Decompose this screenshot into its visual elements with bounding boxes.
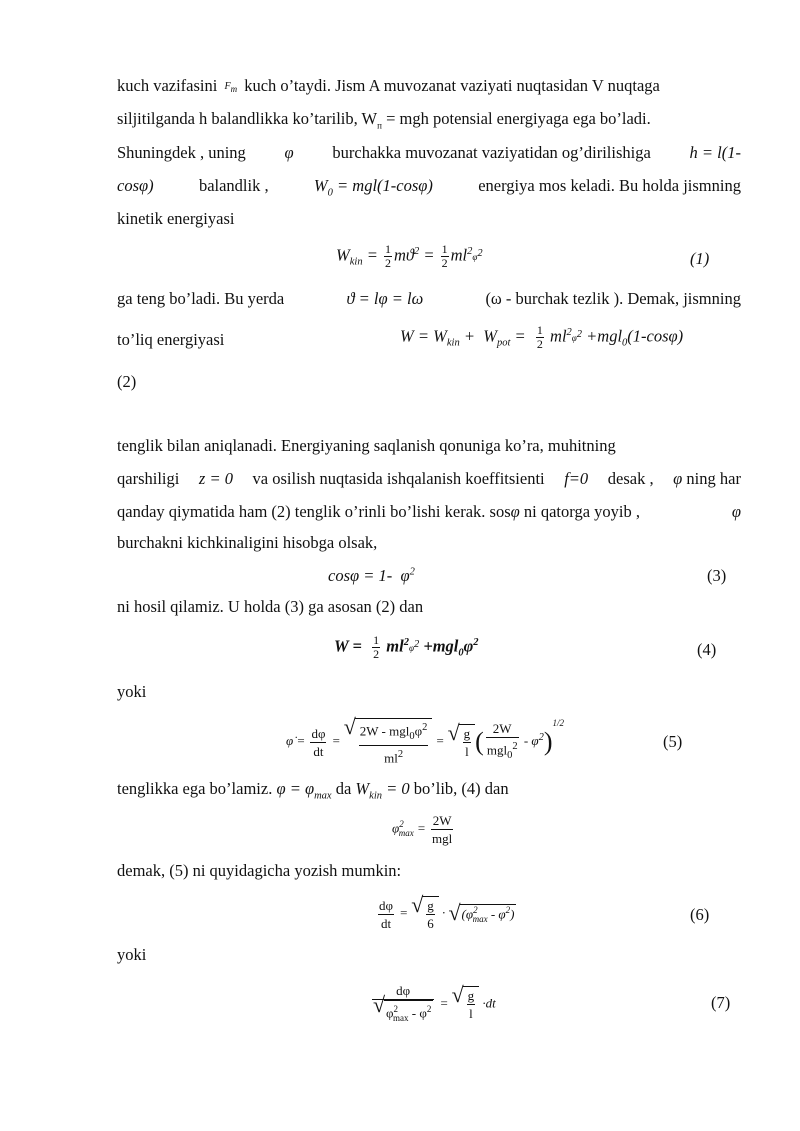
- text: burchakka muvozanat vaziyatidan og’dirilishiga: [332, 143, 651, 162]
- equation-4-number: (4): [697, 640, 717, 659]
- para3-line2: qarshiligi z = 0 va osilish nuqtasida ishqalanish koeffitsienti f=0 desak , φ ning har: [117, 469, 741, 488]
- text: desak ,: [607, 469, 654, 488]
- para2-line1: [117, 289, 741, 309]
- equation-2: $W = W_{kin} + W_{pot}$ = $\frac{1}{2}$ $ml^2\varphi̇^2 +mgl_0(1-\cos\varphi)$: [400, 323, 684, 351]
- text: Shuningdek , uning: [117, 143, 246, 162]
- text: (ω - burchak tezlik ). Demak, jismning: [485, 289, 741, 308]
- text: W: [313, 176, 328, 195]
- text: = mgh potensial energiyaga ega bo’ladi.: [381, 109, 651, 128]
- text: tenglikka ega bo’lamiz.: [117, 779, 273, 798]
- equation-6-number: (6): [690, 905, 710, 924]
- text: ga teng bo’ladi. Bu yerda: [117, 289, 285, 308]
- equation-phimax: $\varphi^2_{max}$ = $\frac{2W}{\text{mgl}}$: [392, 813, 453, 846]
- force-symbol: $F_т$: [224, 80, 238, 94]
- text: kin: [349, 256, 363, 268]
- equation-7: dφ √ $\varphi^2_{max} - \varphi^2$ = √ $\frac{g}{l}$ ·dt: [370, 982, 496, 1027]
- text: balandlik ,: [198, 176, 269, 195]
- text: ni qatorga yoyib ,: [523, 502, 640, 521]
- text: va osilish nuqtasida ishqalanish koeffitsienti: [252, 469, 545, 488]
- para3-line3: qanday qiymatida ham (2) tenglik o’rinli bo’lishi kerak. sosφ ni qatorga yoyib , φ: [117, 502, 741, 521]
- text: = mgl(1-cosφ): [332, 176, 433, 195]
- para2-line2: to’liq energiyasi: [117, 330, 225, 349]
- text: cosφ): [117, 176, 154, 195]
- equation-5: φ̇ = $\frac{d\varphi}{dt}$ = √ $\frac{2W - mgl_0\varphi^2}{ml^2}$ = √ $\frac{g}{l}$ ( $\frac{2W}{mgl_0^2}$ - $\varphi^2)^{1/2}$: [286, 718, 564, 766]
- text: qanday qiymatida ham (2) tenglik o’rinli bo’lishi kerak. sos: [117, 502, 511, 521]
- yoki-1: yoki: [117, 682, 147, 701]
- text: ning har: [686, 469, 741, 488]
- text: bo’lib, (4) dan: [413, 779, 509, 798]
- text: qarshiligi: [117, 469, 180, 488]
- para1-line4: cosφ) balandlik , $W_0 = mgl(1-\cos\varphi)$ energiya mos keladi. Bu holda jismning: [117, 176, 741, 199]
- para4: ni hosil qilamiz. U holda (3) ga asosan (2) dan: [117, 597, 424, 616]
- text: energiya mos keladi. Bu holda jismning: [478, 176, 741, 195]
- text: z = 0: [198, 469, 233, 488]
- equation-4: W = $\frac{1}{2}$ $ml^2\varphi̇^2 +mgl_0\varphi^2$: [334, 633, 479, 661]
- phi-symbol: φ: [284, 143, 294, 162]
- text: W: [336, 245, 350, 265]
- equation-2-number: (2): [117, 372, 137, 391]
- para1-line1: [117, 76, 660, 96]
- equation-5-number: (5): [663, 732, 683, 751]
- text: kuch o’taydi. Jism A muvozanat vaziyati nuqtasidan V nuqtaga: [244, 76, 660, 95]
- para3-line1: tenglik bilan aniqlanadi. Energiyaning saqlanish qonuniga ko’ra, muhitning: [117, 436, 616, 455]
- para3-line4: burchakni kichkinaligini hisobga olsak,: [117, 533, 378, 552]
- para6: demak, (5) ni quyidagicha yozish mumkin:: [117, 861, 402, 880]
- yoki-2: yoki: [117, 945, 147, 964]
- text: da: [335, 779, 352, 798]
- equation-3: cosφ = 1- $\varphi^2$: [328, 566, 415, 585]
- para1-line5: kinetik energiyasi: [117, 209, 235, 228]
- text: siljitilganda h balandlikka ko’tarilib, W: [117, 109, 378, 128]
- text: kuch vazifasini: [117, 76, 218, 95]
- text: ϑ = lφ = lω: [346, 289, 424, 308]
- para1-line3: [117, 143, 741, 163]
- text: h = l(1-: [689, 143, 741, 162]
- equation-6: $\frac{d\varphi}{dt}$ = √ $\frac{g}{6}$ · √ $(\varphi^2_{max} - \varphi^2)$: [376, 896, 516, 932]
- equation-7-number: (7): [711, 993, 731, 1012]
- equation-1-number: (1): [690, 249, 710, 268]
- text: f=0: [564, 469, 589, 488]
- para1-line2: siljitilganda h balandlikka ko’tarilib, $W_п$ = mgh potensial energiyaga ega bo’ladi.: [117, 109, 651, 131]
- equation-1: $W_{kin}$ = $\frac{1}{2}$ $mϑ^2$ = $\frac{1}{2}$ $ml^2\varphi̇^2$: [336, 242, 483, 270]
- para5: tenglikka ega bo’lamiz. $\varphi = \varphi_{max}$ da $W_{kin} = 0$ bo’lib, (4) dan: [117, 779, 509, 802]
- equation-3-number: (3): [707, 566, 727, 585]
